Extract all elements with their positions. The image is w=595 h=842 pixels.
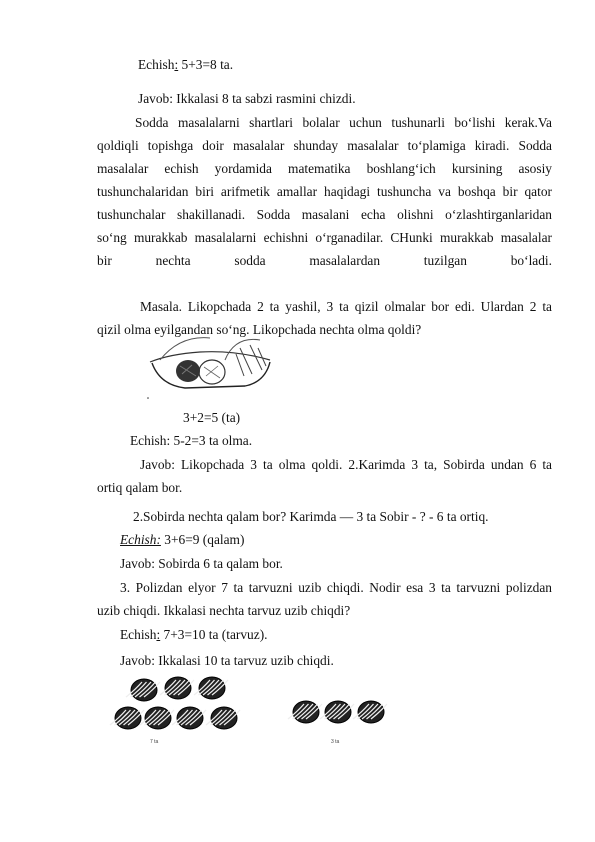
paragraph-1-line-6: so‘ng murakkab masalalarni echishni o‘rganadilar. CHunki murakkab masalalar	[97, 230, 552, 245]
solution-label: Echish	[138, 57, 175, 72]
answer-line-1: Javob: Ikkalasi 8 ta sabzi rasmini chizdi.	[138, 91, 356, 106]
colon: :	[156, 627, 161, 642]
colon: :	[174, 57, 179, 72]
solution-expression: 7+3=10 ta (tarvuz).	[160, 627, 268, 642]
answer-line-3: Javob: Sobirda 6 ta qalam bor.	[120, 556, 283, 571]
paragraph-1-line-7: bir nechta sodda masalalardan tuzilgan bo‘ladi.	[97, 253, 552, 268]
paragraph-1-line-4: tushunchalaridan biri arifmetik amallar haqidagi tushuncha va boshqa bir qator	[97, 184, 552, 199]
solution-label: Echish:	[120, 532, 161, 547]
answer-2-line-1: Javob: Likopchada 3 ta olma qoldi. 2.Karimda 3 ta, Sobirda undan 6 ta	[140, 457, 552, 472]
paragraph-1-line-2: qoldiqli topishga doir masalalar shunday masalalar to‘plamiga kiradi. Sodda	[97, 138, 552, 153]
expression-1: 3+2=5 (ta)	[183, 410, 241, 425]
solution-expression: 3+6=9 (qalam)	[160, 532, 245, 547]
paragraph-1-line-1: Sodda masalalarni shartlari bolalar uchun tushunarli bo‘lishi kerak.Va	[135, 115, 552, 130]
problem-3-line-1: 3. Polizdan elyor 7 ta tarvuzni uzib chiqdi. Nodir esa 3 ta tarvuzni polizdan	[120, 580, 552, 595]
problem-1-line-2: qizil olma eyilgandan so‘ng. Likopchada nechta olma qoldi?	[97, 322, 422, 337]
solution-expression: 5+3=8 ta.	[178, 57, 234, 72]
solution-label: Echish	[120, 627, 157, 642]
answer-line-4: Javob: Ikkalasi 10 ta tarvuz uzib chiqdi.	[120, 653, 334, 668]
answer-2-line-2: ortiq qalam bor.	[97, 480, 183, 495]
caption-right: 3 ta	[331, 739, 340, 745]
problem-1-line-1: Masala. Likopchada 2 ta yashil, 3 ta qizil olmalar bor edi. Ulardan 2 ta	[140, 299, 552, 314]
paragraph-1-line-3: masalalar echish yordamida matematika boshlang‘ich kursining asosiy	[97, 161, 552, 176]
solution-line-2: Echish: 5-2=3 ta olma.	[130, 433, 253, 448]
problem-2-question: 2.Sobirda nechta qalam bor? Karimda — 3 ta Sobir - ? - 6 ta ortiq.	[133, 509, 489, 524]
paragraph-1-line-5: tushunchalar shakillanadi. Sodda masalani echa olishni o‘zlashtirganlaridan	[97, 207, 552, 222]
caption-left: 7 ta	[150, 739, 159, 745]
problem-3-line-2: uzib chiqdi. Ikkalasi nechta tarvuz uzib chiqdi?	[97, 603, 351, 618]
